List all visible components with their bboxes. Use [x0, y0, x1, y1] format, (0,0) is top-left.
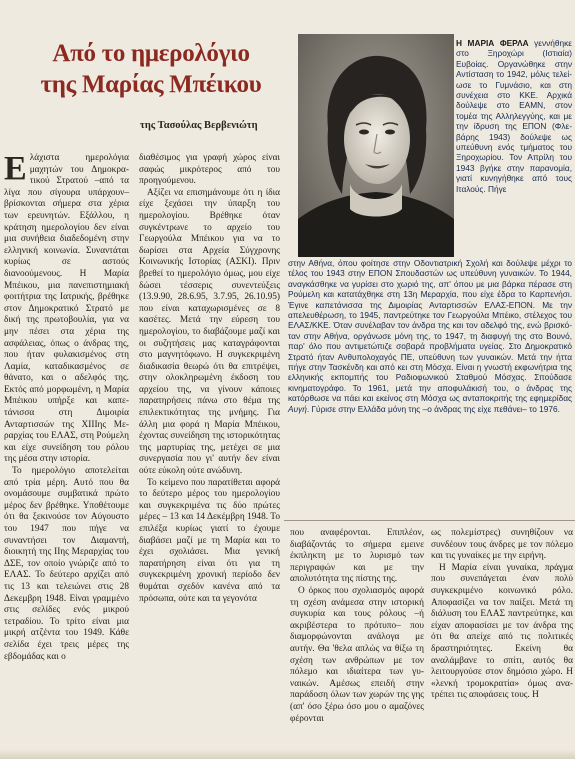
- column-1-text-1: λάχιστα ημερολόγια μαχητών του Δημοκρατικού Στρατού –από τα λίγα που σίγουρα υπάρχουν– βρίσκονται σήμερα στα χέρια των ερευνητών. Εξάλλου, η κράτηση ημερολογίου δεν είναι μια συνήθεια διαδεδομένη στην ελληνική κοινωνία. Συναντάται κυρίως σε αστούς διανοούμενους. Η Μαρία Μπέικου, μια πανεπιστημιακή φοιτήτρια της Ιατρικής, βρέθηκε στον Δημοκρατικό Στρατό με δική της πρωτοβουλία, για να μην πέσει στα χέρια της ασφάλειας, όπως ο άνδρας της, που ήταν φυλακισμένος στη Λαμία, καταδικασμένος σε θάνατο, και ο αδελφός της. Εκτός από μορφωμένη, η Μαρία Μπέικου υπήρξε και καπετάνισσα στη Διμοιρία Ανταρτισσών της ΧΙΙΙης Μεραρχίας του ΕΛΑΣ, στη Ρούμελη και είχε συνείδηση του ρόλου της μέσα στην ιστορία.: [4, 153, 129, 465]
- article-title: [20, 38, 282, 100]
- article-column-3: [290, 528, 424, 725]
- biography-sidebar: [456, 38, 572, 194]
- column-2-paragraph-1: διαθέσιμος για γραφή χώρος είναι σαφώς μικρότερος από του προηγούμενου.: [139, 153, 280, 187]
- bio-text: στην Αθήνα, όπου φοίτησε στην Οδοντιατρική Σχολή και δούλεψε μέχρι το τέλος του 1943 στην ΕΠΟΝ Σπουδαστών ως υπεύθυνη γυναικών. Το 1944, αναγκάσθηκε να γυρίσει στο χωριό της, απ' όπου με μια βάρκα πέρασε στη Ρούμελη και κατατάχθηκε στη 13η Μεραρχία, που είχε έδρα το Καρπενήσι. Έγινε καπετάνισσα της Διμοιρίας Ανταρτισσών ΕΛΑΣ-ΕΠΟΝ. Με την απελευθέρωση, το 1945, παντρεύτηκε τον Γεωργούλα Μπέικο, στέλεχος του ΕΛΑΣ/ΚΚΕ. Όταν συνέλαβαν τον άνδρα της και τον αδελφό της, ενώ βρισκόταν στην Αθήνα, οργάνωσε μόνη της, το 1947, τη διαφυγή της στο Βουνό, παρ' όλο που αντιμετώπιζε σοβαρά προβλήματα υγείας. Στο Δημοκρατικό Στρατό ήταν Ανθυπολοχαγός ΠΕ, υπεύθυνη των γυναικών. Μετά την ήττα πήγε στην Τασκένδη και από κει στη Μόσχα. Είναι η γνωστή εκφωνήτρια της ελληνικής εκπομπής του Ραδιοφωνικού Σταθμού Μόσχας. Σπούδασε κινηματογράφο. Το 1961, μετά την αποφυλάκισή του, ο άνδρας της κατόρθωσε να πάει και εκείνος στη Μόσχα ως ανταποκριτής της εφημερίδας: [288, 258, 572, 404]
- column-2-paragraph-3: Το κείμενο που παρατίθεται αφορά το δεύτερο μέρος του ημερολογίου και συγκεκριμένα τις δύο πρώτες μέρες – 13 και 14 Δεκέμβρη 1948. Το επιλέξα κυρίως γιατί το έχουμε διαβάσει μαζί με τη Μαρία και το έχει σχολιάσει. Μια γενική παρατήρηση είναι ότι για τη συγκεκριμένη χρονική περίοδο δεν θυμάται σχεδόν κανένα από τα πρόσωπα, ούτε και τα γεγονότα: [139, 477, 280, 604]
- drop-cap: Ε: [4, 150, 27, 187]
- article-author: της Τασούλας Βερβενιώτη: [140, 120, 258, 131]
- column-4-paragraph-2: Η Μαρία είναι γυναίκα, πράγμα που συνεπάγεται έναν πολύ συγκεκριμένο κοινωνικό ρόλο. Αποφασίζει να τον παίξει. Μετά τη διάλυση του ΕΛΑΣ παντρεύτηκε, και είχαν αποφασίσει με τον άνδρα της ότι θα απείχε από τις πολιτικές δραστηριότητες. Εκείνη θα αναλάμβανε το σπίτι, αυτός θα λειτουργούσε στον δημόσιο χώρο. Η «λενκή τρομοκρατία» όμως ανατρέπει τις αποφάσεις τους. Η: [431, 562, 573, 701]
- portrait-photo: [298, 34, 454, 257]
- article-column-1: [4, 150, 129, 663]
- column-3-paragraph-2: Ο όρκος που σχολιασμός αφορά τη σχέση ανάμεσα στην ιστορική συγκυρία και τους ρόλους –ή ακριβέστερα το πρότυπο– που διαμορφώνονται ανάλογα με αυτήν. Θα 'θελα απλώς να θίξω τη σχέση των ανθρώπων με τον πόλεμο και ιδιαίτερα των γυναικών. Αμέσως επειδή στην παράδοση όλων των χωρών της γης (απ' όσο ξέρω όσο μου ο αμαζόνες φέρονται: [290, 585, 424, 724]
- bio-end: . Γύρισε στην Ελλάδα μόνη της –ο άνδρας της είχε πεθάνει– το 1976.: [306, 403, 560, 414]
- column-4-paragraph-1: ως πολεμίστρες) συνηθίζουν να συνδέουν τους άνδρες με τον πόλεμο και τις γυναίκες με την ειρήνη.: [431, 528, 573, 562]
- column-1-paragraph-2: Το ημερολόγιο αποτελείται από τρία μέρη. Αυτό που θα ονομάσουμε συμβατικά πρώτο μέρος δεν βρέθηκε. Υποθέτουμε ότι θα ξεκινούσε τον Αύγουστο του 1947 που πήγε να συναντήσει τον Διαμαντή, διοικητή της ΙΙης Μεραρχίας του ΔΣΕ, τον οποίο γνώριζε από το ΕΛΑΣ. Το δεύτερο αρχίζει από τις 13 και τελειώνει στις 28 Δεκεμβρη 1948. Είναι γραμμένο στις σελίδες ενός μικρού τετραδίου. Το τρίτο είναι μια μικρή ατζέντα του 1949. Κάθε σελίδα έχει τρεις μέρες της εβδομάδας και ο: [4, 466, 129, 662]
- sidebar-text: γεννήθηκε στο Ξηροχώρι (Ιστιαία) Ευβοίας. Οργανώθηκε στην Αντίσταση το 1942, μόλις τελείωσε το Γυμνάσιο, και στη συνέχεια στο ΚΚΕ. Αρχικά δούλεψε στο ΕΑΜΝ, στον τομέα της Αλληλεγγύης, και με την ίδρυση της ΕΠΟΝ (Φλεβάρης 1943) δούλεψε ως υπεύθυνη ενός τμήματος του Ξηροχωρίου. Τον Απρίλη του 1943 βγήκε στην παρανομία, γιατί κυνηγήθηκε από τους Ιταλούς. Πήγε: [456, 38, 572, 194]
- article-column-4: [431, 528, 573, 702]
- biography-continued: [288, 258, 572, 414]
- portrait-icon: [298, 34, 454, 257]
- column-2-paragraph-2: Αξίζει να επισημάνουμε ότι η ίδια είχε ξεχάσει την ύπαρξη του ημερολογίου. Βρέθηκε όταν συγκέντρωνε το αρχείο του Γεωργούλα Μπέικου για να το δωρίσει στα Αρχεία Σύγχρονης Κοινωνικής Ιστορίας (ΑΣΚΙ). Πριν βρεθεί το ημερολόγιο όμως, μου είχε δώσει τέσσερις συνεντεύξεις (13.9.90, 28.6.95, 3.7.95, 26.10.95) που είναι καταχωρισμένες σε 8 κασέτες. Μετά την εύρεση του ημερολογίου, το διαβάζουμε μαζί και οι συζητήσεις μας καταγράφονται στο μαγνητόφωνο. Η συγκεκριμένη διαδικασία θεωρώ ότι θα επιτρέψει, στην ολοκληρωμένη έκδοση του αρχείου της, να γίνουν κάποιες παρατηρήσεις πάνω στο θέμα της επιλεκτικότητας της μνήμης. Για άλλη μια φορά η Μαρία Μπέικου, έχοντας συνείδηση της ιστορικότητας της μαρτυρίας της, μετέχει σε μια συνεργασία που γι' αυτήν δεν είναι ούτε εύκολη ούτε ανώδυνη.: [139, 187, 280, 477]
- section-divider: [284, 520, 575, 521]
- title-line-2: της Μαρίας Μπέικου: [40, 71, 262, 98]
- column-1-paragraph-1: [4, 150, 129, 466]
- article-column-2: [139, 153, 280, 605]
- page-edge-shadow: [0, 749, 575, 759]
- column-3-paragraph-1: που αναφέρονται. Επιπλέον, διαβάζοντάς το σήμερα εμεινε έκπληκτη με το λυρισμό των περιγραφών και με την απολυτότητα της πίστης της.: [290, 528, 424, 585]
- bio-newspaper: Αυγή: [288, 403, 307, 414]
- sidebar-lead: Η ΜΑΡΙΑ ΦΕΡΛΑ: [456, 38, 529, 48]
- title-line-1: Από το ημερολόγιο: [52, 40, 250, 67]
